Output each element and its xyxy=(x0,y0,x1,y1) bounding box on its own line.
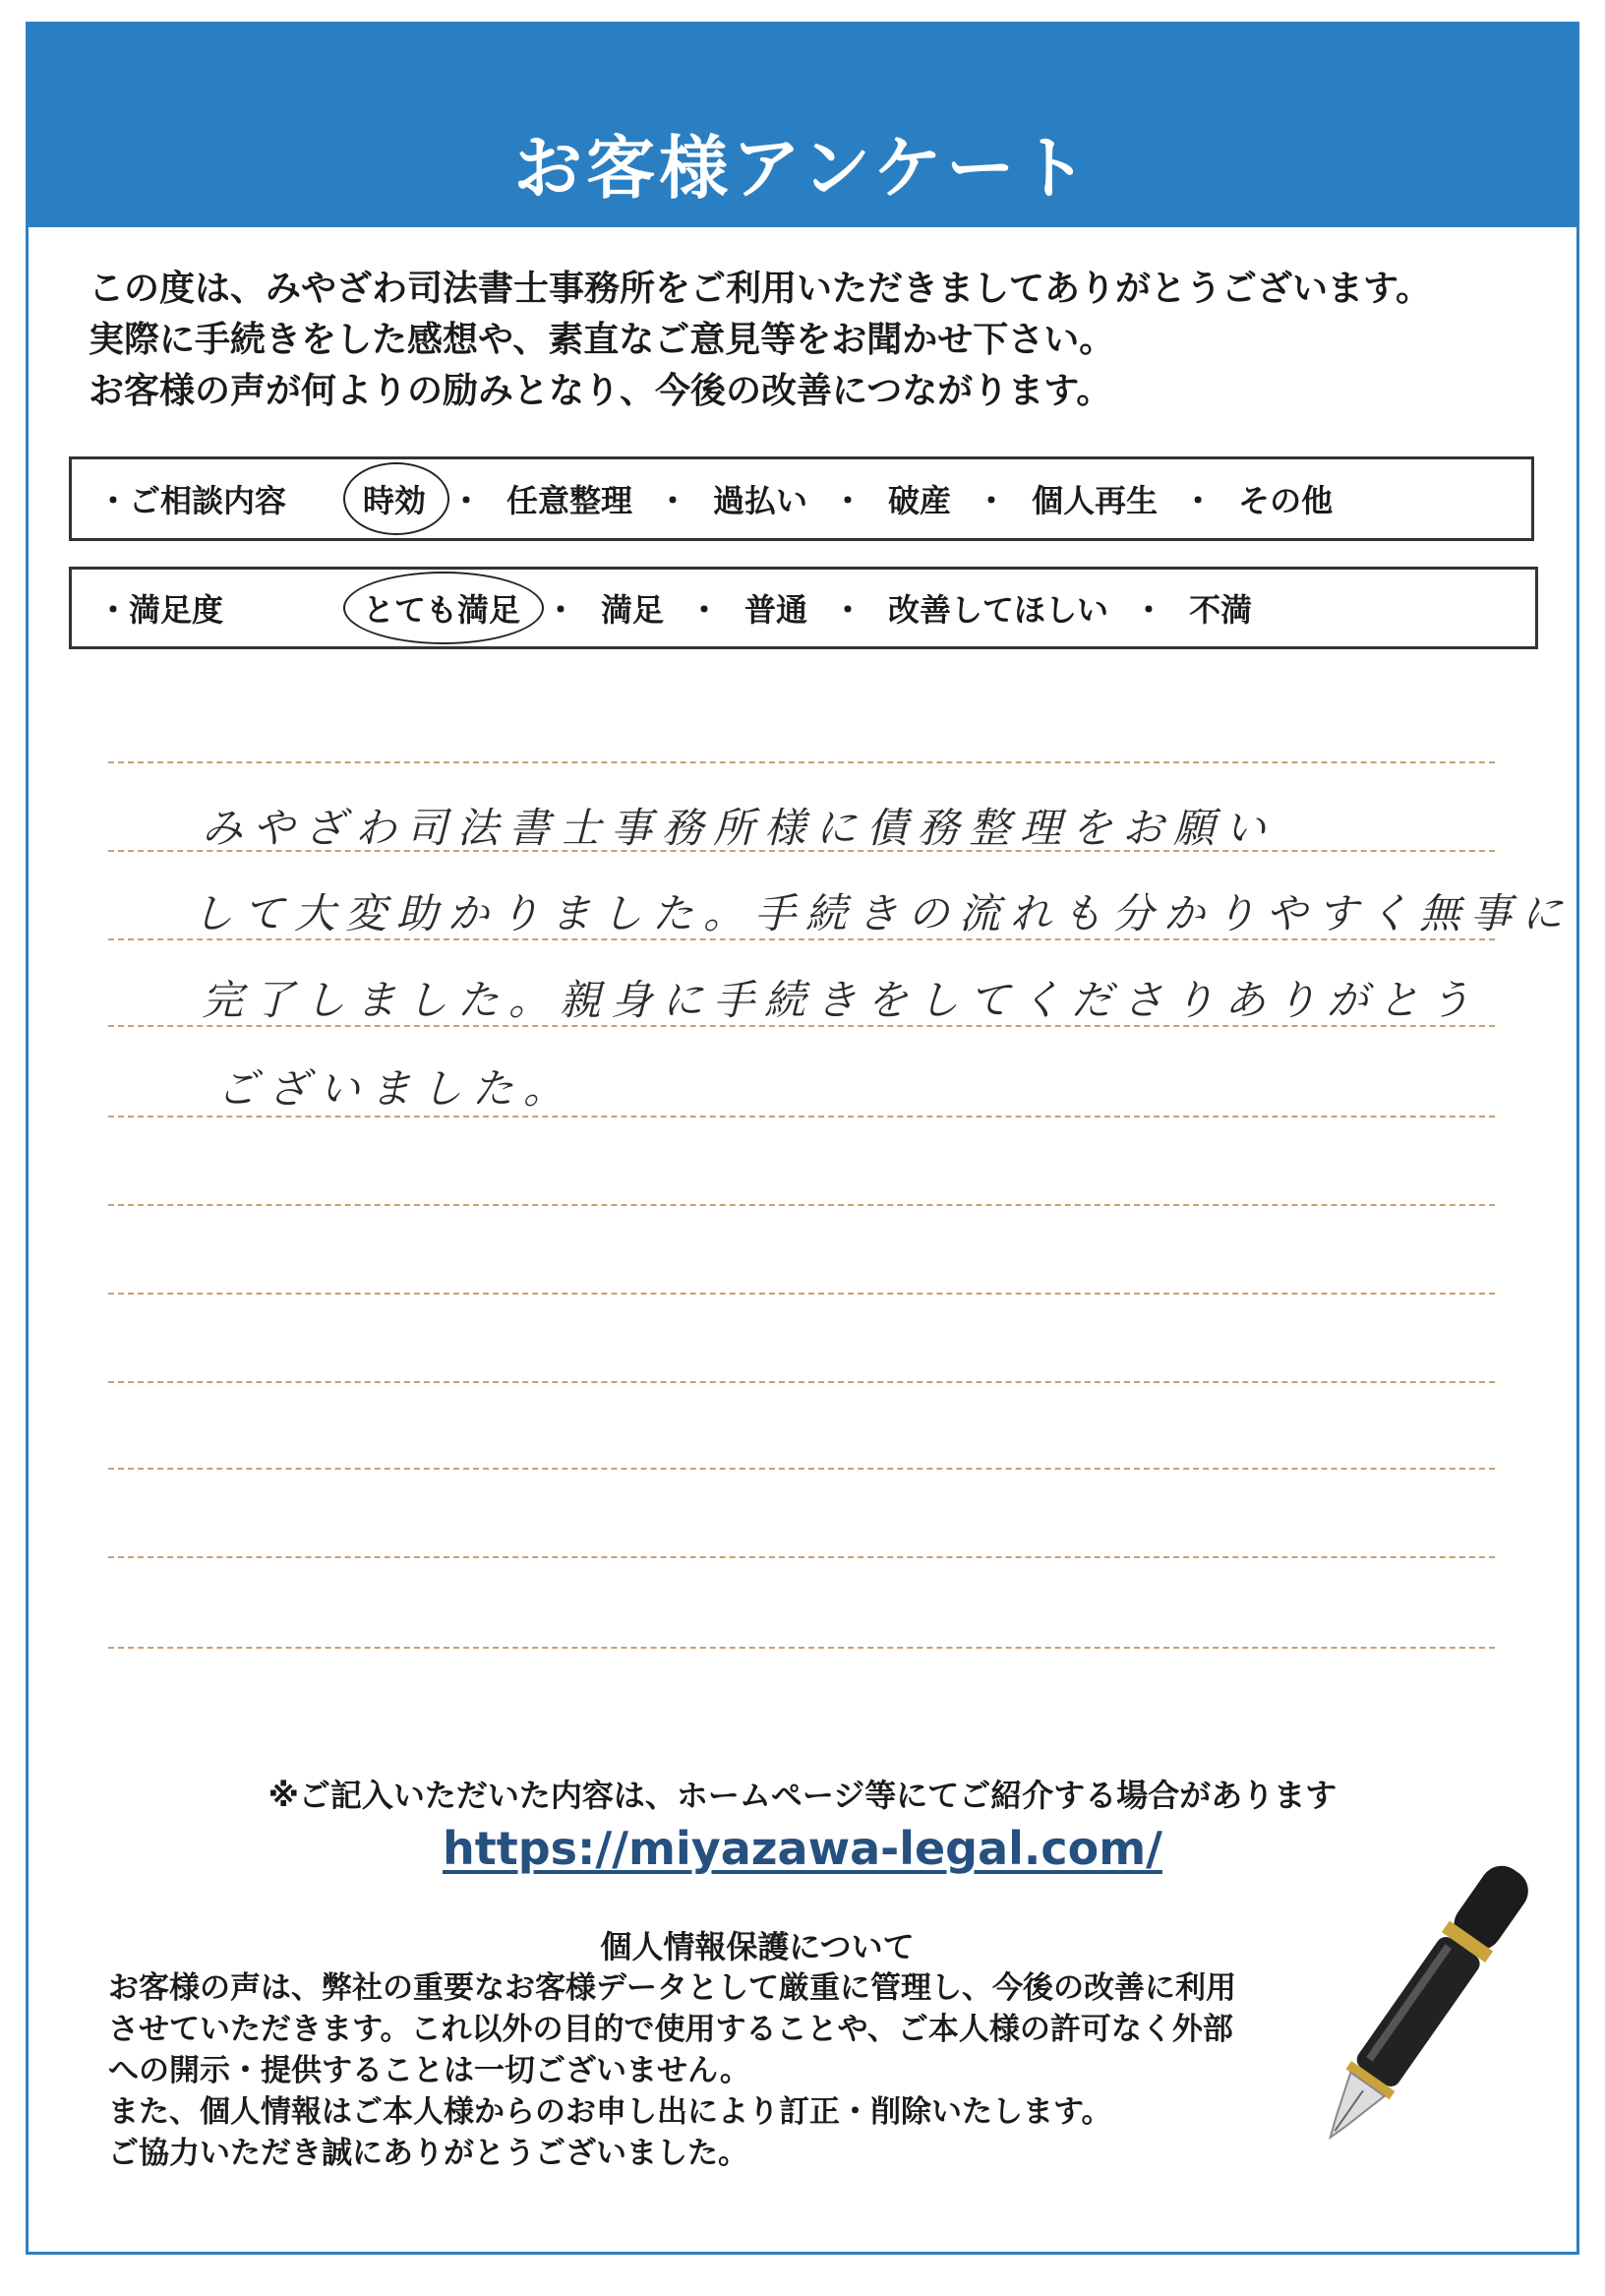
website-link[interactable]: https://miyazawa-legal.com/ xyxy=(443,1822,1162,1875)
satisfaction-option[interactable]: とても満足 xyxy=(357,585,526,631)
ruled-line xyxy=(108,938,1495,940)
ruled-line xyxy=(108,850,1495,852)
consultation-option[interactable]: 過払い xyxy=(713,482,808,519)
consultation-option[interactable]: 破産 xyxy=(888,482,952,519)
ruled-line xyxy=(108,1647,1495,1649)
ruled-line xyxy=(108,1381,1495,1383)
intro-line: お客様の声が何よりの励みとなり、今後の改善につながります。 xyxy=(89,371,1112,411)
ruled-line xyxy=(108,1204,1495,1206)
intro-line: 実際に手続きをした感想や、素直なご意見等をお聞かせ下さい。 xyxy=(89,320,1115,360)
comment-area xyxy=(108,761,1574,1666)
form-header xyxy=(29,25,1576,227)
option-separator: ・ xyxy=(657,482,689,519)
option-separator: ・ xyxy=(688,591,721,629)
satisfaction-option[interactable]: 不満 xyxy=(1189,591,1253,629)
consultation-box xyxy=(69,456,1534,541)
satisfaction-options xyxy=(357,585,1516,631)
comment-line: みやざわ司法書士事務所様に債務整理をお願い xyxy=(202,804,1277,852)
ruled-line xyxy=(108,761,1495,763)
satisfaction-label: ・満足度 xyxy=(97,591,224,629)
consultation-option[interactable]: 時効 xyxy=(357,476,432,521)
comment-line: 完了しました。親身に手続きをしてくださりありがとう xyxy=(202,976,1481,1024)
satisfaction-box xyxy=(69,567,1538,649)
form-title: お客様アンケート xyxy=(513,128,1092,209)
privacy-line: への開示・提供することは一切ございません。 xyxy=(108,2053,750,2088)
ruled-line xyxy=(108,1116,1495,1118)
privacy-line: また、個人情報はご本人様からのお申し出により訂正・削除いたします。 xyxy=(108,2094,1112,2130)
option-separator: ・ xyxy=(832,591,864,629)
consultation-option[interactable]: 任意整理 xyxy=(506,482,633,519)
intro-text xyxy=(89,264,1431,417)
ruled-line xyxy=(108,1468,1495,1470)
privacy-line: お客様の声は、弊社の重要なお客様データとして厳重に管理し、今後の改善に利用 xyxy=(108,1970,1236,2006)
satisfaction-option[interactable]: 満足 xyxy=(601,591,665,629)
privacy-text xyxy=(108,1967,1236,2174)
privacy-line: させていただきます。これ以外の目的で使用することや、ご本人様の許可なく外部 xyxy=(108,2012,1233,2047)
satisfaction-option[interactable]: 改善してほしい xyxy=(888,591,1109,629)
option-separator: ・ xyxy=(832,482,864,519)
option-separator: ・ xyxy=(1182,482,1215,519)
privacy-line: ご協力いただき誠にありがとうございました。 xyxy=(108,2136,748,2171)
option-separator: ・ xyxy=(1133,591,1165,629)
intro-line: この度は、みやざわ司法書士事務所をご利用いただきましてありがとうございます。 xyxy=(89,269,1432,309)
option-separator: ・ xyxy=(450,482,483,519)
publication-notice: ※ご記入いただいた内容は、ホームページ等にてご紹介する場合があります xyxy=(268,1777,1338,1814)
satisfaction-option[interactable]: 普通 xyxy=(744,591,808,629)
fountain-pen-icon xyxy=(1290,1849,1546,2164)
option-separator: ・ xyxy=(545,591,577,629)
consultation-options xyxy=(357,476,1512,521)
comment-line: ございました。 xyxy=(216,1064,575,1113)
option-separator: ・ xyxy=(976,482,1008,519)
ruled-line xyxy=(108,1556,1495,1558)
consultation-label: ・ご相談内容 xyxy=(97,482,287,519)
consultation-option[interactable]: 個人再生 xyxy=(1032,482,1159,519)
ruled-line xyxy=(108,1293,1495,1295)
consultation-option[interactable]: その他 xyxy=(1238,482,1334,519)
privacy-title: 個人情報保護について xyxy=(600,1928,915,1965)
comment-line: して大変助かりました。手続きの流れも分かりやすく無事に xyxy=(192,889,1574,937)
ruled-line xyxy=(108,1025,1495,1027)
